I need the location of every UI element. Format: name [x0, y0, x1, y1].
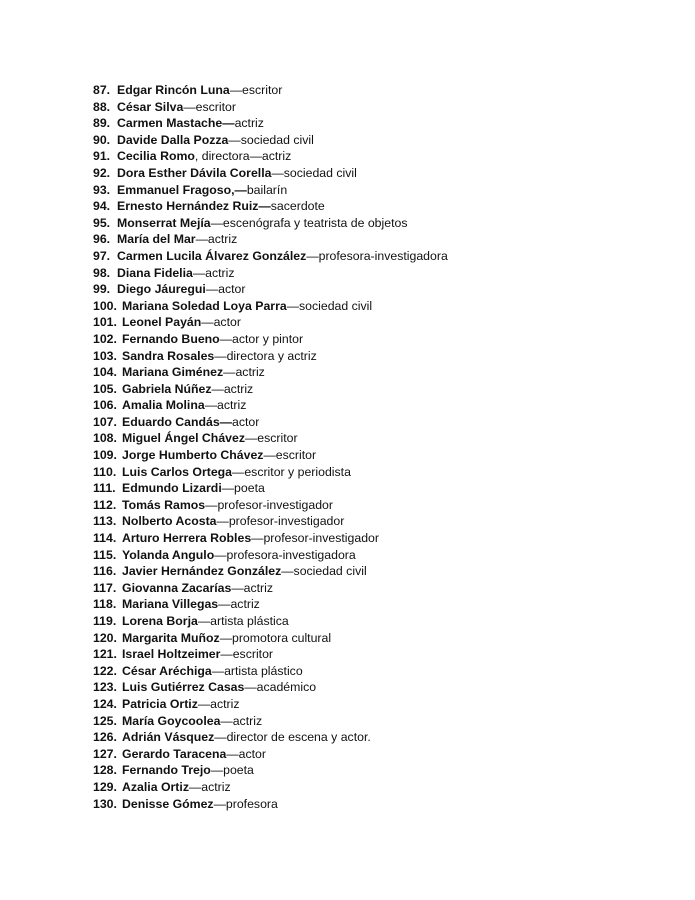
- item-number: 118.: [93, 597, 117, 612]
- item-number: 122.: [93, 663, 117, 678]
- item-number: 127.: [93, 746, 117, 761]
- person-role: —escritor: [263, 448, 317, 463]
- person-name: Jorge Humberto Chávez: [122, 448, 264, 463]
- person-role: —actor: [226, 746, 266, 761]
- item-number: 102.: [93, 331, 117, 346]
- person-name: Davide Dalla Pozza: [117, 132, 229, 147]
- person-role: —artista plástico: [211, 663, 303, 678]
- list-item: [93, 132, 448, 149]
- item-number: 115.: [93, 547, 117, 562]
- person-name: Carmen Lucila Álvarez González: [117, 248, 307, 263]
- list-item: [93, 198, 448, 215]
- item-number: 92.: [93, 165, 111, 180]
- person-name: Dora Esther Dávila Corella: [117, 165, 272, 180]
- person-name: Edmundo Lizardi: [122, 481, 222, 496]
- list-item: [93, 713, 448, 730]
- person-role: —actor: [205, 282, 246, 297]
- person-role: bailarín: [246, 182, 288, 197]
- list-item: [93, 729, 448, 746]
- person-name: César Aréchiga: [122, 663, 212, 678]
- item-number: 106.: [93, 398, 117, 413]
- person-role: —sociedad civil: [271, 165, 357, 180]
- item-number: 99.: [93, 282, 111, 297]
- item-number: 120.: [93, 630, 117, 645]
- list-item: [93, 265, 448, 282]
- person-role: sacerdote: [270, 199, 325, 214]
- person-name: Nolberto Acosta: [122, 514, 217, 529]
- person-name: Sandra Rosales: [122, 348, 215, 363]
- person-role: —profesor-investigador: [251, 531, 379, 546]
- list-item: [93, 547, 448, 564]
- list-item: [93, 779, 448, 796]
- person-name: María del Mar: [117, 232, 196, 247]
- person-name: Gabriela Núñez: [122, 381, 212, 396]
- list-item: [93, 480, 448, 497]
- list-item: [93, 364, 448, 381]
- item-number: 88.: [93, 99, 111, 114]
- list-item: [93, 530, 448, 547]
- person-name: Ernesto Hernández Ruiz—: [117, 199, 271, 214]
- person-role: —directora y actriz: [214, 348, 317, 363]
- person-role: actor: [232, 414, 260, 429]
- person-name: Israel Holtzeimer: [122, 647, 221, 662]
- person-name: César Silva: [117, 99, 184, 114]
- person-name: Fernando Bueno: [122, 331, 220, 346]
- person-role: —actriz: [188, 779, 231, 794]
- person-role: —sociedad civil: [281, 564, 367, 579]
- list-item: [93, 314, 448, 331]
- person-role: —académico: [244, 680, 317, 695]
- person-name: Tomás Ramos: [122, 497, 206, 512]
- person-name: Patricia Ortiz: [122, 696, 198, 711]
- list-item: [93, 414, 448, 431]
- list-item: [93, 497, 448, 514]
- item-number: 125.: [93, 713, 117, 728]
- item-number: 121.: [93, 647, 117, 662]
- list-item: [93, 298, 448, 315]
- list-item: [93, 746, 448, 763]
- signatory-list: [93, 82, 448, 812]
- item-number: 103.: [93, 348, 117, 363]
- item-number: 109.: [93, 448, 117, 463]
- person-name: Mariana Villegas: [122, 597, 219, 612]
- list-item: [93, 513, 448, 530]
- list-item: [93, 796, 448, 813]
- item-number: 126.: [93, 730, 117, 745]
- person-role: —escritor: [245, 431, 298, 446]
- list-item: [93, 348, 448, 365]
- item-number: 113.: [93, 514, 117, 529]
- person-role: —actriz: [195, 232, 238, 247]
- item-number: 104.: [93, 365, 117, 380]
- list-item: [93, 646, 448, 663]
- person-role: —director de escena y actor.: [214, 730, 371, 745]
- person-name: Javier Hernández González: [122, 564, 282, 579]
- item-number: 101.: [93, 315, 117, 330]
- list-item: [93, 464, 448, 481]
- person-name: Giovanna Zacarías: [122, 580, 232, 595]
- list-item: [93, 115, 448, 132]
- person-name: Edgar Rincón Luna: [117, 83, 230, 97]
- list-item: [93, 397, 448, 414]
- person-role: —escritor: [220, 647, 274, 662]
- person-role: —sociedad civil: [228, 132, 314, 147]
- person-name: Arturo Herrera Robles: [122, 531, 252, 546]
- list-item: [93, 447, 448, 464]
- item-number: 108.: [93, 431, 117, 446]
- person-role: —poeta: [210, 763, 254, 778]
- person-role: —escritor y periodista: [232, 464, 351, 479]
- list-item: [93, 248, 448, 265]
- person-name: Monserrat Mejía: [117, 215, 211, 230]
- item-number: 97.: [93, 248, 111, 263]
- list-item: [93, 331, 448, 348]
- item-number: 130.: [93, 796, 117, 811]
- item-number: 91.: [93, 149, 111, 164]
- person-name: Carmen Mastache—: [117, 116, 235, 131]
- list-item: [93, 580, 448, 597]
- person-name: Diego Jáuregui: [117, 282, 206, 297]
- person-role: —escritor: [183, 99, 236, 114]
- person-name: Azalia Ortiz: [122, 779, 189, 794]
- item-number: 93.: [93, 182, 111, 197]
- person-role: —actriz: [220, 713, 263, 728]
- person-role: —actriz: [218, 597, 260, 612]
- list-item: [93, 563, 448, 580]
- item-number: 95.: [93, 215, 111, 230]
- item-number: 129.: [93, 779, 117, 794]
- person-name: Mariana Soledad Loya Parra: [122, 298, 287, 313]
- list-item: [93, 696, 448, 713]
- list-item: [93, 182, 448, 199]
- person-role: actriz: [234, 116, 264, 131]
- person-role: —profesora: [213, 796, 278, 811]
- person-role: —escritor: [229, 83, 283, 97]
- person-name: Amalia Molina: [122, 398, 205, 413]
- person-role: —sociedad civil: [286, 298, 373, 313]
- item-number: 117.: [93, 580, 117, 595]
- person-name: Yolanda Angulo: [122, 547, 215, 562]
- person-role: —actriz: [197, 696, 240, 711]
- person-role: —actor: [201, 315, 241, 330]
- item-number: 89.: [93, 116, 111, 131]
- item-number: 98.: [93, 265, 111, 280]
- person-name: Diana Fidelia: [117, 265, 193, 280]
- person-role: , directora—actriz: [194, 149, 292, 164]
- person-name: Adrián Vásquez: [122, 730, 215, 745]
- person-role: —actriz: [223, 365, 265, 380]
- person-name: Emmanuel Fragoso,—: [117, 182, 247, 197]
- item-number: 110.: [93, 464, 117, 479]
- item-number: 90.: [93, 132, 111, 147]
- person-role: —actriz: [204, 398, 247, 413]
- person-role: —poeta: [221, 481, 265, 496]
- item-number: 116.: [93, 564, 117, 579]
- item-number: 123.: [93, 680, 117, 695]
- person-name: Miguel Ángel Chávez: [122, 431, 245, 446]
- person-role: —actriz: [231, 580, 274, 595]
- person-name: Leonel Payán: [122, 315, 202, 330]
- list-item: [93, 679, 448, 696]
- person-name: Gerardo Taracena: [122, 746, 227, 761]
- list-item: [93, 281, 448, 298]
- person-role: —actriz: [211, 381, 254, 396]
- person-role: —artista plástica: [197, 614, 289, 628]
- person-name: Margarita Muñoz: [122, 630, 220, 645]
- item-number: 112.: [93, 497, 117, 512]
- person-name: Luis Carlos Ortega: [122, 464, 233, 479]
- item-number: 105.: [93, 381, 117, 396]
- item-number: 119.: [93, 614, 117, 628]
- person-name: María Goycoolea: [122, 713, 221, 728]
- item-number: 96.: [93, 232, 111, 247]
- list-item: [93, 762, 448, 779]
- list-item: [93, 215, 448, 232]
- list-item: [93, 663, 448, 680]
- list-item: [93, 596, 448, 613]
- list-item: [93, 231, 448, 248]
- person-name: Cecilia Romo: [117, 149, 195, 164]
- item-number: 87.: [93, 83, 111, 97]
- person-role: —actor y pintor: [219, 331, 304, 346]
- list-item: [93, 99, 448, 116]
- person-role: —actriz: [192, 265, 235, 280]
- person-name: Luis Gutiérrez Casas: [122, 680, 245, 695]
- list-item: [93, 148, 448, 165]
- item-number: 124.: [93, 696, 117, 711]
- list-item: [93, 613, 448, 630]
- item-number: 111.: [93, 481, 116, 496]
- list-item: [93, 630, 448, 647]
- person-role: —profesor-investigador: [216, 514, 345, 529]
- person-name: Eduardo Candás—: [122, 414, 233, 429]
- list-item: [93, 381, 448, 398]
- list-item: [93, 430, 448, 447]
- person-role: —profesora-investigadora: [214, 547, 356, 562]
- person-name: Mariana Giménez: [122, 365, 224, 380]
- person-role: —profesora-investigadora: [306, 248, 448, 263]
- item-number: 94.: [93, 199, 111, 214]
- person-name: Lorena Borja: [122, 614, 198, 628]
- item-number: 114.: [93, 531, 117, 546]
- list-item: [93, 165, 448, 182]
- list-item: [93, 82, 448, 99]
- item-number: 128.: [93, 763, 117, 778]
- item-number: 100.: [93, 298, 117, 313]
- item-number: 107.: [93, 414, 117, 429]
- person-name: Fernando Trejo: [122, 763, 211, 778]
- person-role: —escenógrafa y teatrista de objetos: [210, 215, 408, 230]
- person-name: Denisse Gómez: [122, 796, 214, 811]
- person-role: —promotora cultural: [219, 630, 332, 645]
- person-role: —profesor-investigador: [205, 497, 333, 512]
